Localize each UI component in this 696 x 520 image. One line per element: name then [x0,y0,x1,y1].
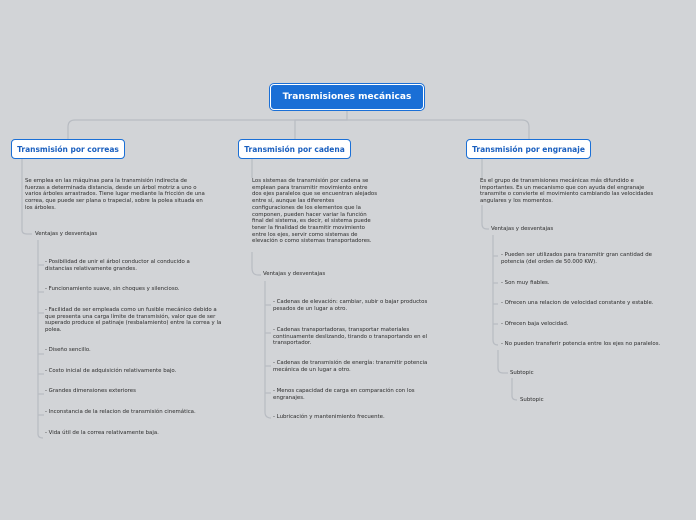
cadena-item-1: - Cadenas de elevación: cambiar, subir o bajar productos pesados de un lugar a otro. [273,299,428,312]
correas-item-2: - Funcionamiento suave, sin choques y silencioso. [45,286,180,292]
branch-correas[interactable]: Transmisión por correas [11,139,125,159]
branch-cadena[interactable]: Transmisión por cadena [238,139,351,159]
cadena-item-2: - Cadenas transportadoras, transportar materiales continuamente deslizando, tirando o transportando en el transportador. [273,327,428,347]
correas-item-3: - Facilidad de ser empleada como un fusible mecánico debido a que presenta una carga límite de transmisión, valor que de ser superado produce el patinaje (resbalamiento) entre la correa y la polea. [45,307,222,334]
branch-engranaje[interactable]: Transmisión por engranaje [466,139,591,159]
engranaje-subheading: Ventajas y desventajas [491,226,554,232]
correas-item-7: - Inconstancia de la relacion de transmisión cinemática. [45,409,196,415]
engranaje-description: Es el grupo de transmisiones mecánicas más difundido e importantes. Es un mecanismo que con ayuda del engranaje transmite o convierte el movimiento cambiando las velocidades angulares y los momentos. [480,178,654,205]
cadena-subheading: Ventajas y desventajas [263,271,326,277]
cadena-item-3: - Cadenas de transmisión de energía: transmitir potencia mecánica de un lugar a otro. [273,360,428,373]
correas-item-4: - Diseño sencillo. [45,347,91,353]
engranaje-item-2: - Son muy fiables. [501,280,550,286]
correas-item-8: - Vida útil de la correa relativamente baja. [45,430,159,436]
cadena-item-5: - Lubricación y mantenimiento frecuente. [273,414,385,420]
correas-description: Se emplea en las máquinas para la transmisión indirecta de fuerzas a determinada distancia, desde un árbol motriz a uno o varios árboles arrastrados. Tiene lugar mediante la fricción de una correa, que puede ser plana o trapecial, sobre la polea situada en los árboles. [25,178,205,211]
cadena-item-4: - Menos capacidad de carga en comparación con los engranajes. [273,388,415,401]
cadena-description: Los sistemas de transmisión por cadena se emplean para transmitir movimiento entre dos ejes paralelos que se encuentran alejados entre sí, aunque las diferentes configuraciones de los elementos que la componen, pueden hacer variar la función final del sistema, es decir, el sistema puede tener la finalidad de trasmitir movimiento entre los ejes, servir como sistemas de elevación o como sistemas transportadores. [252,178,378,245]
correas-item-5: - Costo inicial de adquisición relativamente bajo. [45,368,177,374]
engranaje-item-1: - Pueden ser utilizados para transmitir gran cantidad de potencia (del orden de 50.000 KW). [501,252,652,265]
engranaje-item-3: - Ofrecen una relacion de velocidad constante y estable. [501,300,654,306]
correas-subheading: Ventajas y desventajas [35,231,98,237]
engranaje-item-5: - No pueden transferir potencia entre los ejes no paralelos. [501,341,661,347]
correas-item-6: - Grandes dimensiones exteriores [45,388,136,394]
central-topic[interactable]: Transmisiones mecánicas [270,84,424,110]
engranaje-subtopic-1[interactable]: Subtopic [510,370,534,376]
correas-item-1: - Posibilidad de unir el árbol conductor al conducido a distancias relativamente grandes. [45,259,190,272]
engranaje-item-4: - Ofrecen baja velocidad. [501,321,569,327]
engranaje-subtopic-2[interactable]: Subtopic [520,397,544,403]
